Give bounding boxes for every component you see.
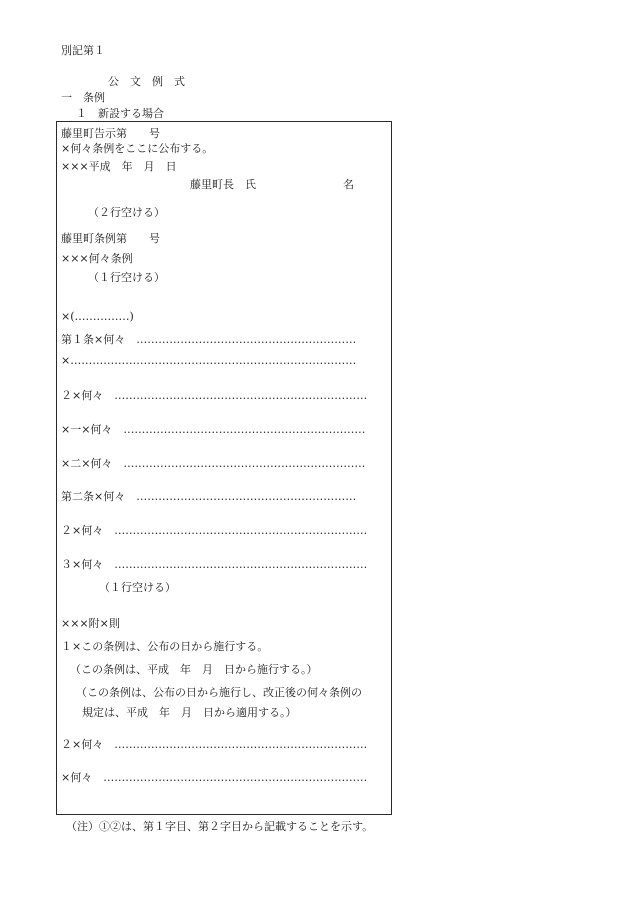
- signer-name-char: 名: [343, 178, 354, 191]
- supplementary-provisions-heading: ×××附×則: [61, 617, 120, 630]
- article-1-continuation: ×……………………………………………………………………: [61, 354, 357, 367]
- supplementary-alternative-2-line-1: （この条例は、公布の日から施行し、改正後の何々条例の: [76, 686, 362, 699]
- notice-number-line: 藤里町告示第 号: [61, 127, 160, 140]
- article-2-heading: 第二条×何々 ……………………………………………………: [61, 490, 357, 503]
- gap-note-two-lines: （２行空ける）: [88, 206, 165, 219]
- subsection-heading: １ 新設する場合: [76, 107, 164, 120]
- supplementary-alternative-2-line-2: 規定は、平成 年 月 日から適用する。）: [82, 706, 297, 719]
- item-1-line: ×一×何々 …………………………………………………………: [61, 423, 366, 436]
- promulgation-line: ×何々条例をここに公布する。: [61, 142, 214, 155]
- ordinance-number-line: 藤里町条例第 号: [61, 232, 160, 245]
- section-heading: 一 条例: [61, 91, 105, 104]
- date-line: ×××平成 年 月 日: [61, 160, 177, 173]
- supplementary-last-line: ×何々 ………………………………………………………………: [61, 771, 368, 784]
- caption-line: ×(……………): [61, 310, 134, 323]
- supplementary-item-1: １×この条例は、公布の日から施行する。: [61, 640, 269, 653]
- article-1-heading: 第１条×何々 ……………………………………………………: [61, 333, 357, 346]
- paragraph-2-line-b: ２×何々 ……………………………………………………………: [61, 524, 368, 537]
- paragraph-3-line: ３×何々 ……………………………………………………………: [61, 558, 368, 571]
- document-title: 公 文 例 式: [108, 75, 185, 88]
- gap-note-one-line: （１行空ける）: [88, 271, 165, 284]
- paragraph-2-line: ２×何々 ……………………………………………………………: [61, 389, 368, 402]
- supplementary-item-2: ２×何々 ……………………………………………………………: [61, 738, 368, 751]
- appendix-label: 別記第１: [61, 44, 105, 57]
- signer-line: 藤里町長 氏: [190, 178, 256, 191]
- ordinance-title-line: ×××何々条例: [61, 252, 133, 265]
- footnote: （注）①②は、第１字目、第２字目から記載することを示す。: [66, 820, 374, 833]
- item-2-line: ×二×何々 …………………………………………………………: [61, 457, 366, 470]
- supplementary-alternative-1: （この条例は、平成 年 月 日から施行する。）: [70, 663, 318, 676]
- gap-note-one-line-b: （１行空ける）: [99, 581, 176, 594]
